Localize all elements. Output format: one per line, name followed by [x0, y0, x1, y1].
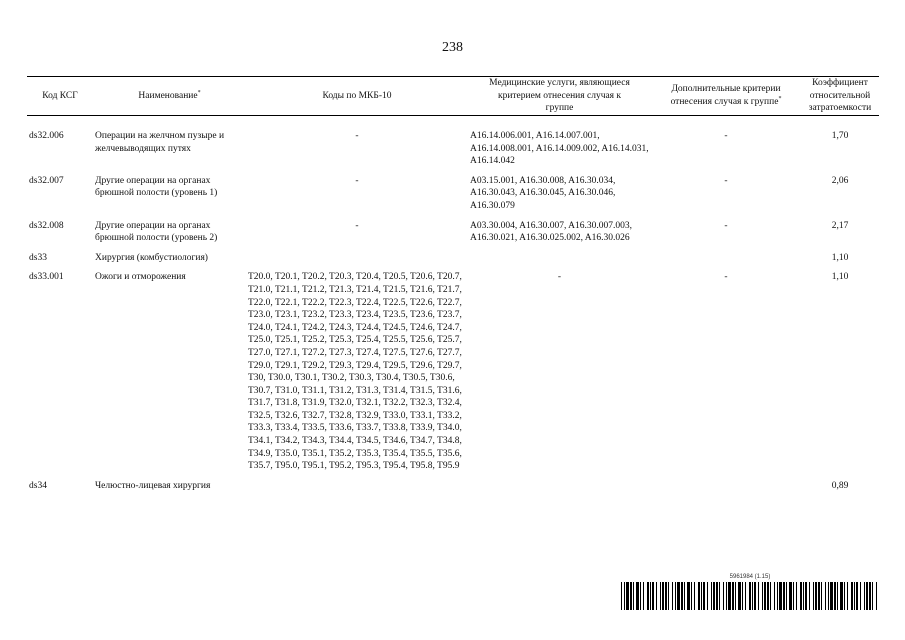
cell-code: ds33 — [29, 252, 47, 263]
cell-services: - — [557, 272, 562, 283]
header-icd: Коды по МКБ-10 — [246, 77, 468, 116]
cell-name: Другие операции на органах брюшной полости (уровень 1) — [95, 175, 218, 199]
footnote-mark: * — [197, 89, 201, 96]
cell-icd: T20.0, T20.1, T20.2, T20.3, T20.4, T20.5, T20.6, T20.7, T21.0, T21.1, T21.2, T21.3, T21.4, T21.5, T21.6, T21.7, T22.0, T22.1, T22.2, T22.3, T22.4, T22.5, T22.6, T22.7, T23.0, T23.1, T23.2, T23.3, T23.4, T23.5, T23.6, T23.7, T24.0, T24.1, T24.2, T24.3, T24.4, T24.5, T24.6, T24.7, T25.0, T25.1, T25.2, T25.3, T25.4, T25.5, T25.6, T25.7, T27.0, T27.1, T27.2, T27.3, T27.4, T27.5, T27.6, T27.7, T29.0, T29.1, T29.2, T29.3, T29.4, T29.5, T29.6, T29.7, T30, T30.0, T30.1, T30.2, T30.3, T30.4, T30.5, T30.6, T30.7, T31.0, T31.1, T31.2, T31.3, T31.4, T31.5, T31.6, T31.7, T31.8, T31.9, T32.0, T32.1, T32.2, T32.3, T32.4, T32.5, T32.6, T32.7, T32.8, T32.9, T33.0, T33.1, T33.2, T33.3, T33.4, T33.5, T33.6, T33.7, T33.8, T33.9, T34.0, T34.1, T34.2, T34.3, T34.4, T34.5, T34.6, T34.7, T34.8, T34.9, T35.0, T35.1, T35.2, T35.3, T35.4, T35.5, T35.6, T35.7, T95.0, T95.1, T95.2, T95.3, T95.4, T95.8, T95.9 — [248, 272, 462, 472]
footnote-mark: * — [778, 95, 782, 102]
table-row — [27, 214, 879, 246]
page-number: 238 — [442, 40, 463, 55]
cell-criteria: - — [724, 175, 728, 186]
cell-services: A03.30.004, A16.30.007, A16.30.007.003, A16.30.021, A16.30.025.002, A16.30.026 — [470, 220, 633, 244]
table-row — [27, 116, 879, 169]
header-services: Медицинские услуги, являющиеся критерием отнесения случая к группе — [468, 77, 651, 116]
cell-icd: - — [355, 220, 359, 231]
cell-coefficient: 2,17 — [831, 220, 849, 231]
cell-icd: - — [355, 175, 359, 186]
cell-code: ds33.001 — [29, 272, 64, 283]
cell-code: ds34 — [29, 480, 47, 491]
cell-services: A16.14.006.001, A16.14.007.001, A16.14.008.001, A16.14.009.002, A16.14.031, A16.14.042 — [470, 131, 649, 167]
table-row — [27, 246, 879, 266]
cell-criteria: - — [724, 220, 728, 231]
cell-criteria — [651, 246, 801, 266]
cell-coefficient: 1,70 — [831, 131, 849, 141]
cell-code: ds32.008 — [29, 220, 64, 231]
barcode-label: 5961984 (1.15) — [729, 574, 771, 580]
cell-coefficient: 1,10 — [831, 252, 849, 263]
cell-criteria: - — [724, 272, 728, 283]
cell-criteria — [651, 474, 801, 494]
header-name: Наименование* — [93, 77, 246, 116]
cell-name: Другие операции на органах брюшной полости (уровень 2) — [95, 220, 218, 244]
barcode-image — [621, 582, 877, 610]
table-row — [27, 474, 879, 494]
ksg-table — [27, 76, 879, 493]
cell-icd: - — [355, 131, 359, 141]
cell-name: Ожоги и отморожения — [95, 272, 186, 283]
table-row — [27, 265, 879, 474]
table-row — [27, 169, 879, 214]
cell-services — [468, 474, 651, 494]
header-coefficient: Коэффициент относительной затратоемкости — [801, 77, 879, 116]
cell-coefficient: 2,06 — [831, 175, 849, 186]
header-criteria: Дополнительные критерии отнесения случая к группе* — [651, 77, 801, 116]
header-code: Код КСГ — [27, 77, 93, 116]
cell-code: ds32.006 — [29, 131, 64, 141]
cell-coefficient: 0,89 — [831, 480, 849, 491]
cell-coefficient: 1,10 — [831, 272, 849, 283]
cell-services: A03.15.001, A16.30.008, A16.30.034, A16.30.043, A16.30.045, A16.30.046, A16.30.079 — [470, 175, 616, 211]
table-header-row — [27, 77, 879, 116]
cell-code: ds32.007 — [29, 175, 64, 186]
cell-criteria: - — [724, 131, 728, 141]
cell-name: Челюстно-лицевая хирургия — [95, 480, 211, 491]
cell-name: Хирургия (комбустиология) — [95, 252, 208, 263]
cell-services — [468, 246, 651, 266]
cell-name: Операции на желчном пузыре и желчевыводящих путях — [95, 131, 225, 154]
